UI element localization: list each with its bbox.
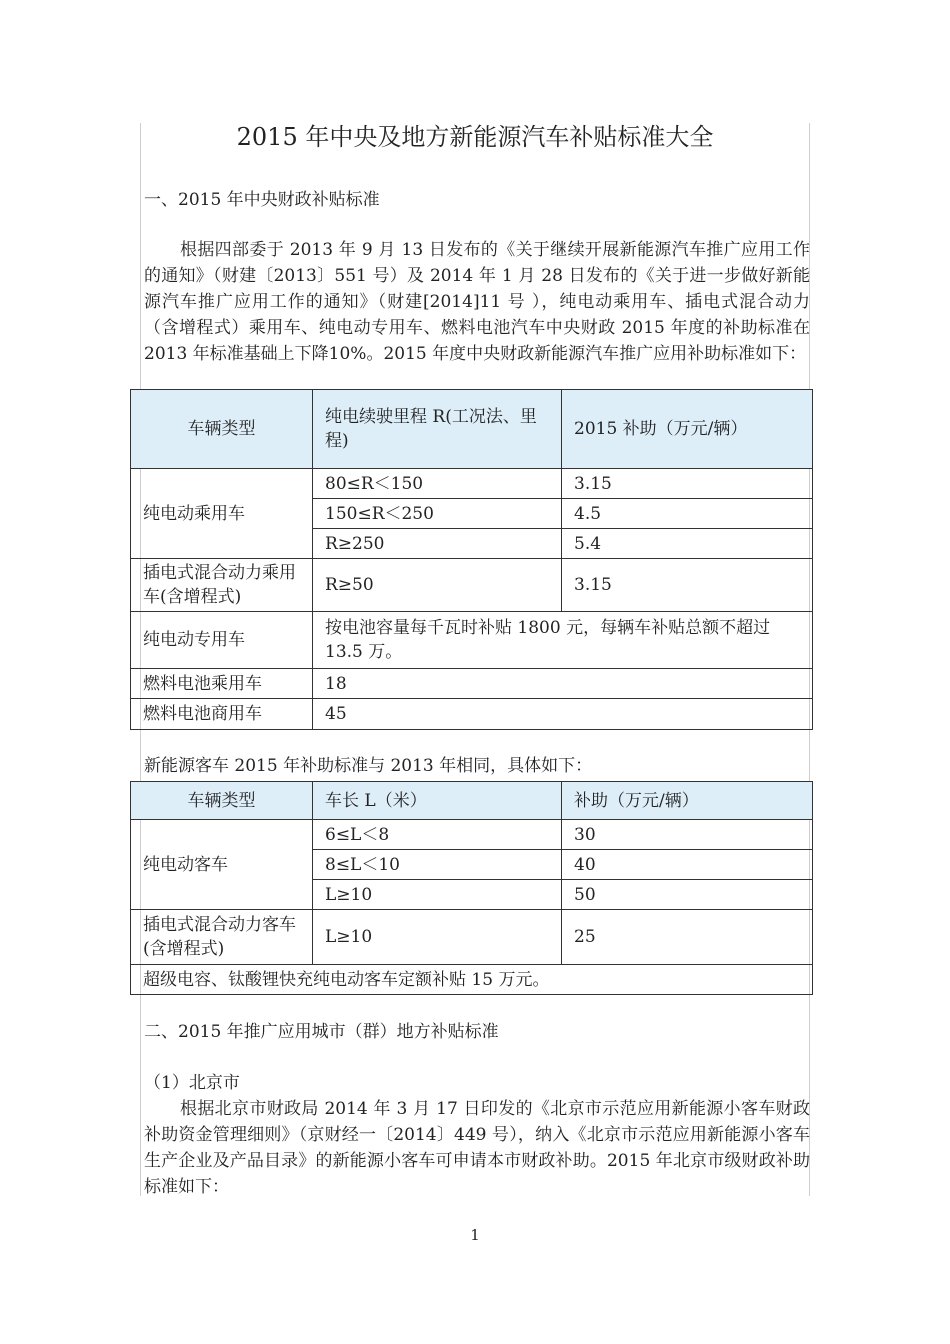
page-number: 1 xyxy=(470,1226,480,1244)
table-header-row xyxy=(131,782,813,820)
value-cell: 30 xyxy=(562,820,813,850)
table-note-cell: 超级电容、钛酸锂快充纯电动客车定额补贴 15 万元。 xyxy=(131,965,813,995)
length-cell: L≥10 xyxy=(313,880,562,910)
length-cell: L≥10 xyxy=(313,910,562,965)
central-subsidy-table xyxy=(130,389,813,730)
document-title: 2015 年中央及地方新能源汽车补贴标准大全 xyxy=(236,123,714,151)
vehicle-type-cell: 插电式混合动力乘用车(含增程式) xyxy=(131,559,313,612)
vehicle-type-cell: 燃料电池乘用车 xyxy=(131,669,313,699)
value-cell: 25 xyxy=(562,910,813,965)
vehicle-type-cell: 插电式混合动力客车(含增程式) xyxy=(131,910,313,965)
table-header-row xyxy=(131,390,813,469)
value-cell: 3.15 xyxy=(562,469,813,499)
value-cell: 18 xyxy=(313,669,813,699)
header-cell: 2015 补助（万元/辆） xyxy=(562,390,813,469)
section2-subheading: （1）北京市 xyxy=(144,1073,240,1093)
table-row xyxy=(131,612,813,669)
vehicle-type-cell: 纯电动专用车 xyxy=(131,612,313,669)
header-cell: 车辆类型 xyxy=(131,782,313,820)
header-cell: 补助（万元/辆） xyxy=(562,782,813,820)
vehicle-type-cell: 纯电动乘用车 xyxy=(131,469,313,559)
header-cell: 车辆类型 xyxy=(131,390,313,469)
bus-intro: 新能源客车 2015 年补助标准与 2013 年相同，具体如下： xyxy=(144,756,593,776)
range-cell: R≥50 xyxy=(313,559,562,612)
section2-paragraph: 根据北京市财政局 2014 年 3 月 17 日印发的《北京市示范应用新能源小客车财政补助资金管理细则》（京财经一〔2014〕449 号），纳入《北京市示范应用新能源小客车生产企业及产品目录》的新能源小客车可申请本市财政补助。2015 年北京市级财政补助标准如下： xyxy=(144,1099,810,1197)
length-cell: 6≤L＜8 xyxy=(313,820,562,850)
vehicle-type-cell: 纯电动客车 xyxy=(131,820,313,910)
header-cell: 纯电续驶里程 R(工况法、里程) xyxy=(313,390,562,469)
special-vehicle-rule-cell: 按电池容量每千瓦时补贴 1800 元，每辆车补贴总额不超过 13.5 万。 xyxy=(313,612,813,669)
table-row xyxy=(131,820,813,850)
vehicle-type-cell: 燃料电池商用车 xyxy=(131,699,313,730)
value-cell: 4.5 xyxy=(562,499,813,529)
table-row xyxy=(131,965,813,995)
value-cell: 50 xyxy=(562,880,813,910)
length-cell: 8≤L＜10 xyxy=(313,850,562,880)
section1-paragraph: 根据四部委于 2013 年 9 月 13 日发布的《关于继续开展新能源汽车推广应用工作的通知》（财建〔2013〕551 号）及 2014 年 1 月 28 日发布的《关于进一步做好新能源汽车推广应用工作的通知》（财建[2014]11 号 ），纯电动乘用车、插电式混合动力（含增程式）乘用车、纯电动专用车、燃料电池汽车中央财政 2015 年度的补助标准在2013 年标准基础上下降10%。2015 年度中央财政新能源汽车推广应用补助标准如下： xyxy=(144,240,810,364)
range-cell: R≥250 xyxy=(313,529,562,559)
value-cell: 3.15 xyxy=(562,559,813,612)
value-cell: 40 xyxy=(562,850,813,880)
table-row xyxy=(131,910,813,965)
section1-heading: 一、2015 年中央财政补贴标准 xyxy=(144,190,380,210)
value-cell: 45 xyxy=(313,699,813,730)
table-row xyxy=(131,699,813,730)
table-row xyxy=(131,559,813,612)
header-cell: 车长 L（米） xyxy=(313,782,562,820)
bus-subsidy-table xyxy=(130,781,813,995)
table-row xyxy=(131,469,813,499)
value-cell: 5.4 xyxy=(562,529,813,559)
range-cell: 80≤R＜150 xyxy=(313,469,562,499)
range-cell: 150≤R＜250 xyxy=(313,499,562,529)
table-row xyxy=(131,669,813,699)
section2-heading: 二、2015 年推广应用城市（群）地方补贴标准 xyxy=(144,1022,499,1042)
